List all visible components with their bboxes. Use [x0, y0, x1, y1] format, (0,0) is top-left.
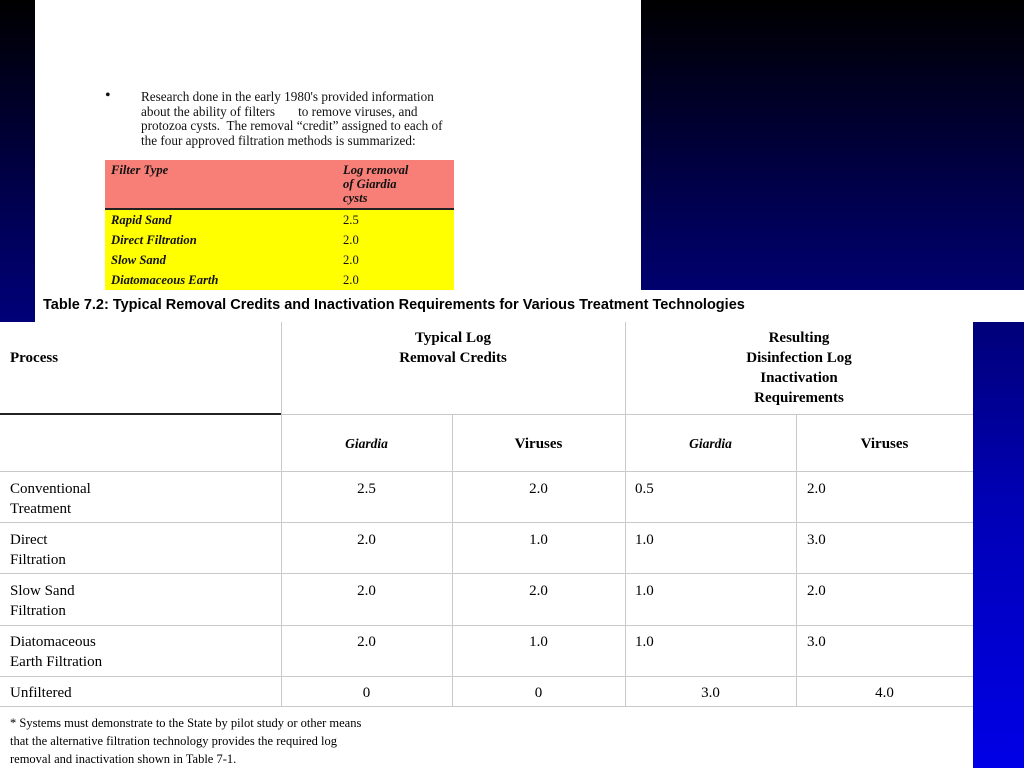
table-footnote: * Systems must demonstrate to the State by pilot study or other means that the alternative filtration technology provides the required log removal and inactivation shown in Table 7-1. [10, 716, 362, 766]
filter-type-table [105, 160, 454, 292]
giardia-inactivation-cell: 0.5 [635, 481, 654, 497]
process-cell: Slow Sand Filtration [10, 583, 75, 619]
filter-type-header: Filter Type [105, 160, 337, 209]
inactivation-requirements-header: Resulting Disinfection Log Inactivation Requirements [746, 330, 852, 406]
log-removal-cell: 2.5 [337, 209, 454, 230]
viruses-inactivation-cell: 3.0 [807, 532, 826, 548]
filter-type-cell: Rapid Sand [105, 209, 337, 230]
process-cell: Direct Filtration [10, 532, 66, 568]
grid-line [0, 573, 973, 574]
viruses-inactivation-cell: 4.0 [875, 685, 894, 701]
filter-type-cell: Slow Sand [105, 250, 337, 270]
bullet-line: protozoa cysts. The removal “credit” assigned to each of [141, 118, 443, 133]
log-removal-cell: 2.0 [337, 250, 454, 270]
grid-line [0, 676, 973, 677]
bullet-line: Research done in the early 1980's provided information [141, 89, 434, 104]
giardia-inactivation-subheader: Giardia [689, 436, 732, 451]
grid-line [0, 625, 973, 626]
removal-credits-header: Typical Log Removal Credits [399, 330, 507, 366]
viruses-removal-cell: 1.0 [529, 532, 548, 548]
filter-table-row [105, 209, 454, 230]
table-caption: Table 7.2: Typical Removal Credits and Inactivation Requirements for Various Treatment Technologies [43, 297, 745, 313]
giardia-inactivation-cell: 1.0 [635, 583, 654, 599]
giardia-removal-cell: 0 [362, 685, 371, 701]
viruses-removal-cell: 2.0 [529, 583, 548, 599]
grid-line [0, 706, 973, 707]
giardia-inactivation-cell: 1.0 [635, 532, 654, 548]
log-removal-header: Log removal of Giardia cysts [337, 160, 454, 209]
process-header: Process [10, 350, 59, 366]
viruses-inactivation-cell: 2.0 [807, 481, 826, 497]
log-removal-cell: 2.0 [337, 230, 454, 250]
filter-table-row [105, 230, 454, 250]
viruses-removal-cell: 0 [534, 685, 543, 701]
filter-table-row [105, 270, 454, 291]
header-rule [0, 413, 281, 415]
grid-line [0, 471, 973, 472]
grid-line [796, 414, 797, 706]
giardia-inactivation-cell: 1.0 [635, 634, 654, 650]
viruses-inactivation-cell: 2.0 [807, 583, 826, 599]
process-cell: Conventional Treatment [10, 481, 91, 517]
viruses-inactivation-cell: 3.0 [807, 634, 826, 650]
giardia-removal-cell: 2.0 [357, 532, 376, 548]
giardia-removal-cell: 2.0 [357, 583, 376, 599]
process-cell: Unfiltered [10, 685, 72, 701]
log-removal-cell: 2.0 [337, 270, 454, 291]
bullet-text [141, 90, 571, 148]
giardia-removal-subheader: Giardia [345, 436, 388, 451]
giardia-inactivation-cell: 3.0 [701, 685, 720, 701]
filter-type-cell: Diatomaceous Earth [105, 270, 337, 291]
process-cell: Diatomaceous Earth Filtration [10, 634, 103, 670]
giardia-removal-cell: 2.0 [357, 634, 376, 650]
filter-table-row [105, 250, 454, 270]
grid-line [0, 522, 973, 523]
bullet-line: about the ability of filters to remove viruses, and [141, 103, 418, 119]
viruses-removal-cell: 1.0 [529, 634, 548, 650]
giardia-removal-cell: 2.5 [357, 481, 376, 497]
filter-table-header-row [105, 160, 454, 209]
bullet-line: the four approved filtration methods is summarized: [141, 132, 416, 148]
grid-line [281, 414, 973, 415]
bullet-icon: • [105, 87, 111, 104]
viruses-removal-subheader: Viruses [514, 436, 563, 452]
excerpt-panel [35, 0, 641, 290]
main-table [0, 322, 973, 768]
grid-line [452, 414, 453, 706]
caption-strip [35, 290, 1024, 322]
filter-type-cell: Direct Filtration [105, 230, 337, 250]
viruses-inactivation-subheader: Viruses [860, 436, 909, 452]
viruses-removal-cell: 2.0 [529, 481, 548, 497]
